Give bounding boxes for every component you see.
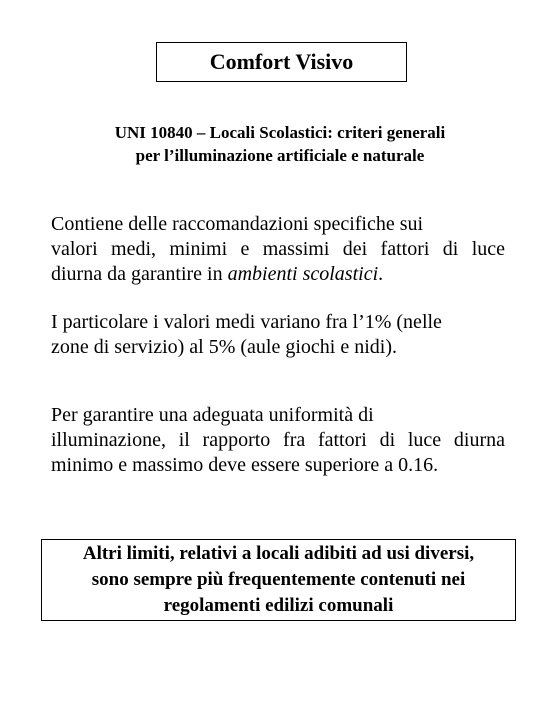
paragraph1-emphasis: ambienti scolastici (227, 263, 379, 285)
closing-note-line-1: Altri limiti, relativi a locali adibiti ad usi diversi, (82, 543, 475, 564)
paragraph-mean-values (51, 310, 505, 360)
paragraph1-line-2: valori medi, minimi e massimi dei fattori di luce (51, 238, 505, 260)
paragraph-recommendations (51, 212, 505, 287)
subtitle-line-2: per l’illuminazione artificiale e naturale (135, 146, 425, 165)
paragraph1-line-1: Contiene delle raccomandazioni specifiche sui (51, 213, 424, 235)
subtitle-line-1: UNI 10840 – Locali Scolastici: criteri generali (114, 123, 446, 142)
paragraph-uniformity (51, 403, 505, 478)
closing-note-box (41, 539, 516, 621)
paragraph1-line-3-suffix: . (378, 263, 384, 285)
title-box (156, 42, 407, 82)
standard-subtitle (60, 121, 500, 167)
paragraph2-line-2: zone di servizio) al 5% (aule giochi e nidi). (51, 336, 397, 358)
page-title: Comfort Visivo (209, 49, 354, 74)
closing-note (83, 541, 474, 619)
paragraph2-line-1: I particolare i valori medi variano fra l’1% (nelle (51, 311, 442, 333)
closing-note-line-3: regolamenti edilizi comunali (163, 595, 394, 616)
paragraph3-line-3: minimo e massimo deve essere superiore a 0.16. (51, 454, 439, 476)
paragraph3-line-1: Per garantire una adeguata uniformità di (51, 404, 374, 426)
paragraph3-line-2: illuminazione, il rapporto fra fattori di luce diurna (51, 429, 505, 451)
paragraph1-line-3 (51, 262, 505, 287)
closing-note-line-2: sono sempre più frequentemente contenuti nei (91, 569, 466, 590)
paragraph1-line-3-prefix: diurna da garantire in (51, 263, 228, 285)
